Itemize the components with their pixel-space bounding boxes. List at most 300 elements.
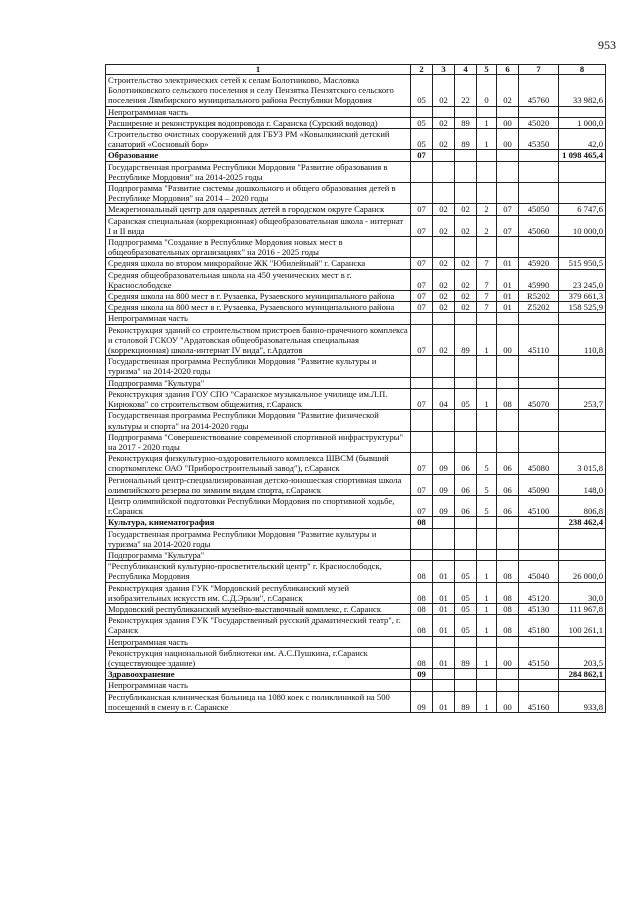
section-code-cell (411, 356, 433, 377)
section-code-cell: 08 (411, 615, 433, 636)
amount-cell (559, 237, 606, 258)
row-name-cell: Непрограммная часть (106, 313, 411, 324)
direction-code-cell (519, 377, 559, 388)
program-code-cell (455, 517, 477, 528)
row-name-cell: Реконструкция зданий со строительством пристроев банно-прачечного комплекса и столовой ГСКОУ "Ардатовская общеобразовательная специальная (коррекционная) школа-интернат IV вида", г.Ардатов (106, 324, 411, 356)
main-event-code-cell (497, 313, 519, 324)
table-row (106, 549, 606, 560)
table-row (106, 453, 606, 474)
subsection-code-cell (433, 680, 455, 691)
direction-code-cell: 45050 (519, 204, 559, 215)
section-code-cell: 07 (411, 204, 433, 215)
subsection-code-cell: 02 (433, 324, 455, 356)
main-event-code-cell (497, 150, 519, 161)
direction-code-cell (519, 517, 559, 528)
section-code-cell: 07 (411, 495, 433, 516)
main-event-code-cell: 01 (497, 302, 519, 313)
amount-cell (559, 356, 606, 377)
table-row (106, 269, 606, 290)
row-name-cell: Строительство очистных сооружений для ГБУЗ РМ «Ковылкинский детский санаторий «Сосновый бор» (106, 129, 411, 150)
section-code-cell (411, 410, 433, 431)
subsection-code-cell (433, 669, 455, 680)
subsection-code-cell: 09 (433, 453, 455, 474)
direction-code-cell: 45990 (519, 269, 559, 290)
subprogram-code-cell: 1 (477, 582, 497, 603)
subprogram-code-cell: 7 (477, 302, 497, 313)
row-name-cell: Расширение и реконструкция водопровода г. Саранска (Сурский водовод) (106, 117, 411, 128)
amount-cell (559, 549, 606, 560)
subsection-code-cell (433, 106, 455, 117)
amount-cell (559, 528, 606, 549)
subsection-code-cell: 02 (433, 215, 455, 236)
direction-code-cell (519, 150, 559, 161)
subprogram-code-cell (477, 431, 497, 452)
row-name-cell: Подпрограмма "Создание в Республике Мордовия новых мест в общеобразовательных организациях" на 2016 - 2025 годы (106, 237, 411, 258)
section-code-cell: 08 (411, 647, 433, 668)
section-code-cell (411, 377, 433, 388)
direction-code-cell: 45040 (519, 561, 559, 582)
main-event-code-cell (497, 680, 519, 691)
section-code-cell: 05 (411, 117, 433, 128)
row-name-cell: Реконструкция здания ГУК "Мордовский республиканский музей изобразительных искусств им. С.Д.Эрьзи", г.Саранск (106, 582, 411, 603)
program-code-cell: 06 (455, 474, 477, 495)
subsection-code-cell (433, 410, 455, 431)
subsection-code-cell (433, 549, 455, 560)
direction-code-cell: 45150 (519, 647, 559, 668)
subprogram-code-cell (477, 669, 497, 680)
program-code-cell (455, 183, 477, 204)
table-row (106, 474, 606, 495)
program-code-cell (455, 669, 477, 680)
row-name-cell: Государственная программа Республики Мордовия "Развитие культуры и туризма" на 2014-2020 годы (106, 528, 411, 549)
subsection-code-cell: 02 (433, 269, 455, 290)
direction-code-cell (519, 161, 559, 182)
row-name-cell: Строительство электрических сетей к селам Болотниково, Масловка Болотниковского сельского поселения и селу Пензятка Пензятского сельского поселения Лямбирского муниципального района Республики Мордовия (106, 75, 411, 107)
amount-cell: 1 000,0 (559, 117, 606, 128)
header-cell: 8 (559, 65, 606, 75)
header-cell: 6 (497, 65, 519, 75)
subsection-code-cell: 02 (433, 204, 455, 215)
program-code-cell: 06 (455, 495, 477, 516)
program-code-cell (455, 313, 477, 324)
table-row (106, 691, 606, 712)
section-code-cell: 05 (411, 129, 433, 150)
subprogram-code-cell: 2 (477, 215, 497, 236)
subprogram-code-cell (477, 636, 497, 647)
subsection-code-cell: 02 (433, 302, 455, 313)
subprogram-code-cell (477, 517, 497, 528)
direction-code-cell (519, 237, 559, 258)
main-event-code-cell (497, 528, 519, 549)
program-code-cell: 02 (455, 215, 477, 236)
subsection-code-cell: 02 (433, 75, 455, 107)
amount-cell: 111 967,8 (559, 603, 606, 614)
row-name-cell: Средняя школа во втором микрорайоне ЖК "Юбилейный" г. Саранска (106, 258, 411, 269)
section-code-cell: 07 (411, 150, 433, 161)
subprogram-code-cell: 1 (477, 691, 497, 712)
section-code-cell (411, 528, 433, 549)
program-code-cell (455, 356, 477, 377)
direction-code-cell (519, 549, 559, 560)
direction-code-cell (519, 669, 559, 680)
subprogram-code-cell: 1 (477, 603, 497, 614)
amount-cell: 253,7 (559, 388, 606, 409)
section-code-cell: 07 (411, 388, 433, 409)
direction-code-cell: Z5202 (519, 302, 559, 313)
section-code-cell (411, 106, 433, 117)
subsection-code-cell (433, 636, 455, 647)
subprogram-code-cell (477, 183, 497, 204)
subprogram-code-cell (477, 680, 497, 691)
direction-code-cell (519, 183, 559, 204)
main-event-code-cell: 01 (497, 291, 519, 302)
subprogram-code-cell: 0 (477, 75, 497, 107)
program-code-cell (455, 431, 477, 452)
subprogram-code-cell: 5 (477, 474, 497, 495)
main-event-code-cell: 00 (497, 647, 519, 668)
amount-cell: 238 462,4 (559, 517, 606, 528)
subprogram-code-cell (477, 106, 497, 117)
direction-code-cell: 45110 (519, 324, 559, 356)
direction-code-cell (519, 106, 559, 117)
subprogram-code-cell: 1 (477, 647, 497, 668)
subsection-code-cell (433, 431, 455, 452)
section-code-cell (411, 313, 433, 324)
table-row (106, 324, 606, 356)
table-row (106, 313, 606, 324)
program-code-cell: 89 (455, 117, 477, 128)
direction-code-cell: 45060 (519, 215, 559, 236)
subprogram-code-cell (477, 161, 497, 182)
table-row (106, 117, 606, 128)
row-name-cell: Здравоохранение (106, 669, 411, 680)
table-row (106, 636, 606, 647)
direction-code-cell (519, 680, 559, 691)
row-name-cell: Подпрограмма "Развитие системы дошкольного и общего образования детей в Республике Мордовия" на 2014 – 2020 годы (106, 183, 411, 204)
subsection-code-cell (433, 150, 455, 161)
main-event-code-cell: 08 (497, 615, 519, 636)
header-cell: 2 (411, 65, 433, 75)
section-code-cell (411, 183, 433, 204)
program-code-cell: 02 (455, 258, 477, 269)
amount-cell: 10 000,0 (559, 215, 606, 236)
subsection-code-cell: 01 (433, 615, 455, 636)
amount-cell: 6 747,6 (559, 204, 606, 215)
program-code-cell (455, 237, 477, 258)
section-code-cell: 07 (411, 269, 433, 290)
program-code-cell: 89 (455, 324, 477, 356)
subprogram-code-cell (477, 410, 497, 431)
amount-cell: 379 661,3 (559, 291, 606, 302)
row-name-cell: Непрограммная часть (106, 106, 411, 117)
subprogram-code-cell (477, 528, 497, 549)
header-cell: 1 (106, 65, 411, 75)
table-row (106, 75, 606, 107)
direction-code-cell (519, 528, 559, 549)
section-code-cell: 08 (411, 517, 433, 528)
main-event-code-cell: 07 (497, 215, 519, 236)
amount-cell: 26 000,0 (559, 561, 606, 582)
main-event-code-cell: 01 (497, 258, 519, 269)
amount-cell: 3 015,8 (559, 453, 606, 474)
header-cell: 3 (433, 65, 455, 75)
direction-code-cell: 45120 (519, 582, 559, 603)
amount-cell (559, 377, 606, 388)
header-cell: 4 (455, 65, 477, 75)
main-event-code-cell (497, 356, 519, 377)
main-event-code-cell: 00 (497, 691, 519, 712)
subsection-code-cell: 01 (433, 647, 455, 668)
subsection-code-cell: 09 (433, 474, 455, 495)
subprogram-code-cell (477, 150, 497, 161)
main-event-code-cell: 06 (497, 453, 519, 474)
main-event-code-cell: 00 (497, 129, 519, 150)
row-name-cell: Государственная программа Республики Мордовия "Развитие физической культуры и спорта" на 2014-2020 годы (106, 410, 411, 431)
subsection-code-cell (433, 161, 455, 182)
table-row (106, 561, 606, 582)
amount-cell: 148,0 (559, 474, 606, 495)
amount-cell: 110,8 (559, 324, 606, 356)
section-code-cell (411, 549, 433, 560)
row-name-cell: Непрограммная часть (106, 680, 411, 691)
program-code-cell (455, 161, 477, 182)
section-code-cell: 07 (411, 258, 433, 269)
program-code-cell: 05 (455, 615, 477, 636)
table-row (106, 680, 606, 691)
row-name-cell: Региональный центр-специализированная детско-юношеская спортивная школа олимпийского резерва по зимним видам спорта, г.Саранск (106, 474, 411, 495)
main-event-code-cell: 02 (497, 75, 519, 107)
program-code-cell (455, 636, 477, 647)
subsection-code-cell (433, 528, 455, 549)
subsection-code-cell (433, 377, 455, 388)
subsection-code-cell (433, 517, 455, 528)
section-code-cell (411, 431, 433, 452)
row-name-cell: Государственная программа Республики Мордовия "Развитие культуры и туризма" на 2014-2020 годы (106, 356, 411, 377)
header-cell: 7 (519, 65, 559, 75)
direction-code-cell: 45070 (519, 388, 559, 409)
page-number: 953 (598, 38, 616, 52)
section-code-cell (411, 636, 433, 647)
direction-code-cell: 45020 (519, 117, 559, 128)
row-name-cell: Подпрограмма "Культура" (106, 549, 411, 560)
amount-cell (559, 183, 606, 204)
subprogram-code-cell (477, 237, 497, 258)
subprogram-code-cell: 1 (477, 117, 497, 128)
row-name-cell: Саранская специальная (коррекционная) общеобразовательная школа - интернат I и II вида (106, 215, 411, 236)
row-name-cell: Средняя школа на 800 мест в г. Рузаевка, Рузаевского муниципального района (106, 291, 411, 302)
amount-cell: 933,8 (559, 691, 606, 712)
main-event-code-cell (497, 377, 519, 388)
amount-cell: 23 245,0 (559, 269, 606, 290)
subprogram-code-cell: 1 (477, 324, 497, 356)
row-name-cell: Подпрограмма "Культура" (106, 377, 411, 388)
subsection-code-cell: 04 (433, 388, 455, 409)
subprogram-code-cell (477, 377, 497, 388)
amount-cell (559, 680, 606, 691)
table-row (106, 356, 606, 377)
direction-code-cell: 45080 (519, 453, 559, 474)
amount-cell (559, 106, 606, 117)
row-name-cell: Образование (106, 150, 411, 161)
table-header-row (106, 65, 606, 75)
main-event-code-cell (497, 549, 519, 560)
main-event-code-cell (497, 669, 519, 680)
section-code-cell (411, 237, 433, 258)
section-code-cell: 08 (411, 561, 433, 582)
main-event-code-cell: 08 (497, 561, 519, 582)
subsection-code-cell: 02 (433, 129, 455, 150)
subsection-code-cell: 01 (433, 603, 455, 614)
row-name-cell: Культура, кинематография (106, 517, 411, 528)
subsection-code-cell (433, 183, 455, 204)
program-code-cell: 05 (455, 603, 477, 614)
row-name-cell: Реконструкция национальной библиотеки им. А.С.Пушкина, г.Саранск (существующее здание) (106, 647, 411, 668)
main-event-code-cell (497, 517, 519, 528)
main-event-code-cell: 06 (497, 474, 519, 495)
direction-code-cell: 45920 (519, 258, 559, 269)
header-cell: 5 (477, 65, 497, 75)
program-code-cell (455, 549, 477, 560)
subsection-code-cell: 02 (433, 291, 455, 302)
main-event-code-cell: 01 (497, 269, 519, 290)
direction-code-cell: R5202 (519, 291, 559, 302)
direction-code-cell (519, 356, 559, 377)
subprogram-code-cell (477, 313, 497, 324)
section-code-cell: 07 (411, 324, 433, 356)
amount-cell: 33 982,6 (559, 75, 606, 107)
section-code-cell: 07 (411, 215, 433, 236)
budget-table (105, 64, 606, 713)
amount-cell: 284 862,1 (559, 669, 606, 680)
subprogram-code-cell: 2 (477, 204, 497, 215)
subsection-code-cell (433, 313, 455, 324)
direction-code-cell: 45350 (519, 129, 559, 150)
table-row (106, 603, 606, 614)
direction-code-cell (519, 313, 559, 324)
subsection-code-cell: 02 (433, 117, 455, 128)
row-name-cell: Мордовский республиканский музейно-выставочный комплекс, г. Саранск (106, 603, 411, 614)
main-event-code-cell: 00 (497, 117, 519, 128)
table-row (106, 291, 606, 302)
row-name-cell: Непрограммная часть (106, 636, 411, 647)
table-row (106, 215, 606, 236)
direction-code-cell (519, 431, 559, 452)
row-name-cell: Межрегиональный центр для одаренных детей в городском округе Саранск (106, 204, 411, 215)
program-code-cell: 02 (455, 302, 477, 313)
direction-code-cell: 45160 (519, 691, 559, 712)
main-event-code-cell (497, 161, 519, 182)
table-row (106, 258, 606, 269)
amount-cell: 42,0 (559, 129, 606, 150)
subsection-code-cell (433, 356, 455, 377)
main-event-code-cell: 00 (497, 324, 519, 356)
program-code-cell: 05 (455, 561, 477, 582)
main-event-code-cell: 08 (497, 603, 519, 614)
table-row (106, 669, 606, 680)
program-code-cell: 89 (455, 129, 477, 150)
amount-cell (559, 636, 606, 647)
program-code-cell: 02 (455, 291, 477, 302)
direction-code-cell (519, 410, 559, 431)
amount-cell: 203,5 (559, 647, 606, 668)
program-code-cell (455, 410, 477, 431)
table-body (106, 75, 606, 713)
subsection-code-cell (433, 237, 455, 258)
direction-code-cell: 45090 (519, 474, 559, 495)
section-code-cell: 07 (411, 453, 433, 474)
row-name-cell: Реконструкция здания ГУК "Государственный русский драматический театр", г. Саранск (106, 615, 411, 636)
main-event-code-cell (497, 106, 519, 117)
section-code-cell: 07 (411, 474, 433, 495)
table-row (106, 302, 606, 313)
program-code-cell: 22 (455, 75, 477, 107)
section-code-cell: 05 (411, 75, 433, 107)
amount-cell (559, 313, 606, 324)
main-event-code-cell: 08 (497, 582, 519, 603)
section-code-cell: 07 (411, 302, 433, 313)
table-row (106, 528, 606, 549)
section-code-cell: 08 (411, 603, 433, 614)
row-name-cell: "Республиканский культурно-просветительский центр" г. Краснослободск, Республика Мордовия (106, 561, 411, 582)
section-code-cell: 08 (411, 582, 433, 603)
table-row (106, 517, 606, 528)
program-code-cell: 89 (455, 647, 477, 668)
amount-cell: 100 261,1 (559, 615, 606, 636)
section-code-cell: 07 (411, 291, 433, 302)
direction-code-cell (519, 636, 559, 647)
table-row (106, 647, 606, 668)
subsection-code-cell: 01 (433, 561, 455, 582)
subsection-code-cell: 01 (433, 582, 455, 603)
row-name-cell: Государственная программа Республики Мордовия "Развитие образования в Республике Мордовия" на 2014-2025 годы (106, 161, 411, 182)
table-row (106, 615, 606, 636)
direction-code-cell: 45130 (519, 603, 559, 614)
subprogram-code-cell: 7 (477, 269, 497, 290)
table-row (106, 161, 606, 182)
subprogram-code-cell: 5 (477, 495, 497, 516)
main-event-code-cell: 08 (497, 388, 519, 409)
program-code-cell (455, 150, 477, 161)
row-name-cell: Реконструкция физкультурно-оздоровительного комплекса ШВСМ (бывший спорткомплекс ОАО "Приборостроительный завод"), г.Саранск (106, 453, 411, 474)
section-code-cell: 09 (411, 669, 433, 680)
subsection-code-cell: 01 (433, 691, 455, 712)
amount-cell (559, 431, 606, 452)
main-event-code-cell: 07 (497, 204, 519, 215)
direction-code-cell: 45760 (519, 75, 559, 107)
amount-cell: 515 950,5 (559, 258, 606, 269)
table-row (106, 410, 606, 431)
subsection-code-cell: 09 (433, 495, 455, 516)
table-row (106, 129, 606, 150)
subprogram-code-cell: 7 (477, 291, 497, 302)
subprogram-code-cell (477, 549, 497, 560)
direction-code-cell: 45100 (519, 495, 559, 516)
amount-cell: 1 098 465,4 (559, 150, 606, 161)
subprogram-code-cell: 1 (477, 561, 497, 582)
row-name-cell: Подпрограмма "Совершенствование современной спортивной инфраструктуры" на 2017 - 2020 годы (106, 431, 411, 452)
amount-cell (559, 161, 606, 182)
program-code-cell (455, 528, 477, 549)
subprogram-code-cell: 1 (477, 388, 497, 409)
row-name-cell: Средняя общеобразовательная школа на 450 ученических мест в г. Краснослободске (106, 269, 411, 290)
main-event-code-cell: 06 (497, 495, 519, 516)
program-code-cell: 89 (455, 691, 477, 712)
program-code-cell: 02 (455, 269, 477, 290)
program-code-cell (455, 680, 477, 691)
main-event-code-cell (497, 410, 519, 431)
subprogram-code-cell: 1 (477, 615, 497, 636)
table-row (106, 106, 606, 117)
